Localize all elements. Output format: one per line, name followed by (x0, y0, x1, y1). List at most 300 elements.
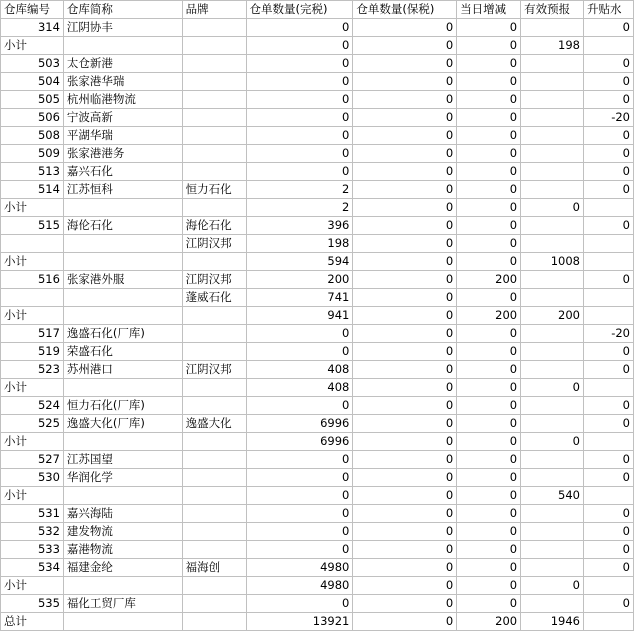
cell-brand[interactable] (182, 91, 246, 109)
cell-daily-change[interactable]: 0 (457, 181, 521, 199)
cell-brand[interactable] (182, 199, 246, 217)
cell-valid-forecast[interactable]: 1946 (521, 613, 584, 631)
cell-warehouse-name[interactable]: 苏州港口 (63, 361, 182, 379)
cell-brand[interactable] (182, 595, 246, 613)
cell-qty-duty-paid[interactable]: 741 (246, 289, 353, 307)
cell-qty-duty-paid[interactable]: 0 (246, 343, 353, 361)
cell-valid-forecast[interactable] (521, 451, 584, 469)
cell-daily-change[interactable]: 0 (457, 559, 521, 577)
cell-valid-forecast[interactable]: 200 (521, 307, 584, 325)
cell-brand[interactable] (182, 127, 246, 145)
table-row (1, 91, 634, 109)
col-header-premium-discount[interactable]: 升贴水 (584, 1, 634, 19)
cell-valid-forecast[interactable] (521, 145, 584, 163)
cell-valid-forecast[interactable] (521, 361, 584, 379)
cell-premium-discount[interactable]: 0 (584, 415, 634, 433)
cell-valid-forecast[interactable] (521, 505, 584, 523)
cell-daily-change[interactable]: 0 (457, 37, 521, 55)
cell-brand[interactable] (182, 343, 246, 361)
cell-daily-change[interactable]: 0 (457, 127, 521, 145)
cell-valid-forecast[interactable] (521, 127, 584, 145)
cell-brand[interactable]: 海伦石化 (182, 217, 246, 235)
cell-warehouse-id[interactable]: 509 (1, 145, 64, 163)
cell-warehouse-id[interactable]: 525 (1, 415, 64, 433)
cell-warehouse-id[interactable]: 503 (1, 55, 64, 73)
cell-daily-change[interactable]: 0 (457, 595, 521, 613)
cell-qty-bonded[interactable]: 0 (353, 19, 457, 37)
table-row (1, 199, 634, 217)
cell-daily-change[interactable]: 0 (457, 451, 521, 469)
table-row (1, 73, 634, 91)
cell-brand[interactable] (182, 253, 246, 271)
cell-premium-discount[interactable]: 0 (584, 19, 634, 37)
cell-warehouse-name[interactable]: 杭州临港物流 (63, 91, 182, 109)
cell-qty-duty-paid[interactable]: 0 (246, 469, 353, 487)
cell-warehouse-id[interactable]: 523 (1, 361, 64, 379)
cell-brand[interactable]: 逸盛大化 (182, 415, 246, 433)
cell-premium-discount[interactable]: 0 (584, 541, 634, 559)
cell-brand[interactable] (182, 613, 246, 631)
cell-premium-discount[interactable]: 0 (584, 127, 634, 145)
cell-daily-change[interactable]: 0 (457, 19, 521, 37)
cell-warehouse-name[interactable] (63, 235, 182, 253)
cell-qty-duty-paid[interactable]: 198 (246, 235, 353, 253)
cell-valid-forecast[interactable] (521, 217, 584, 235)
cell-warehouse-name[interactable]: 宁波高新 (63, 109, 182, 127)
cell-brand[interactable]: 蓬威石化 (182, 289, 246, 307)
cell-qty-duty-paid[interactable]: 0 (246, 127, 353, 145)
cell-qty-duty-paid[interactable]: 6996 (246, 415, 353, 433)
cell-qty-bonded[interactable]: 0 (353, 73, 457, 91)
cell-qty-bonded[interactable]: 0 (353, 505, 457, 523)
cell-valid-forecast[interactable] (521, 271, 584, 289)
cell-brand[interactable] (182, 325, 246, 343)
cell-daily-change[interactable]: 0 (457, 109, 521, 127)
cell-qty-duty-paid[interactable]: 408 (246, 361, 353, 379)
cell-qty-duty-paid[interactable]: 0 (246, 595, 353, 613)
cell-warehouse-id[interactable]: 516 (1, 271, 64, 289)
cell-daily-change[interactable]: 0 (457, 199, 521, 217)
cell-premium-discount[interactable]: 0 (584, 343, 634, 361)
cell-qty-duty-paid[interactable]: 6996 (246, 433, 353, 451)
cell-daily-change[interactable]: 0 (457, 433, 521, 451)
cell-daily-change[interactable]: 0 (457, 73, 521, 91)
cell-warehouse-id[interactable]: 小计 (1, 487, 64, 505)
cell-premium-discount[interactable]: 0 (584, 271, 634, 289)
cell-daily-change[interactable]: 0 (457, 55, 521, 73)
cell-warehouse-id[interactable]: 535 (1, 595, 64, 613)
cell-daily-change[interactable]: 0 (457, 343, 521, 361)
cell-warehouse-name[interactable] (63, 379, 182, 397)
cell-warehouse-name[interactable] (63, 613, 182, 631)
cell-brand[interactable] (182, 55, 246, 73)
cell-qty-bonded[interactable]: 0 (353, 217, 457, 235)
cell-premium-discount[interactable]: 0 (584, 217, 634, 235)
cell-valid-forecast[interactable]: 0 (521, 379, 584, 397)
cell-qty-bonded[interactable]: 0 (353, 415, 457, 433)
cell-qty-duty-paid[interactable]: 0 (246, 73, 353, 91)
cell-brand[interactable]: 福海创 (182, 559, 246, 577)
cell-daily-change[interactable]: 0 (457, 289, 521, 307)
cell-qty-bonded[interactable]: 0 (353, 55, 457, 73)
cell-warehouse-name[interactable]: 华润化学 (63, 469, 182, 487)
cell-warehouse-name[interactable]: 平湖华瑞 (63, 127, 182, 145)
cell-warehouse-id[interactable]: 小计 (1, 253, 64, 271)
cell-warehouse-id[interactable] (1, 235, 64, 253)
cell-warehouse-name[interactable] (63, 199, 182, 217)
cell-daily-change[interactable]: 0 (457, 505, 521, 523)
cell-qty-bonded[interactable]: 0 (353, 379, 457, 397)
cell-brand[interactable] (182, 73, 246, 91)
col-header-qty-duty-paid[interactable]: 仓单数量(完税) (246, 1, 353, 19)
cell-warehouse-id[interactable]: 505 (1, 91, 64, 109)
cell-premium-discount[interactable] (584, 379, 634, 397)
cell-premium-discount[interactable] (584, 37, 634, 55)
cell-warehouse-id[interactable]: 小计 (1, 37, 64, 55)
cell-daily-change[interactable]: 0 (457, 397, 521, 415)
cell-qty-bonded[interactable]: 0 (353, 523, 457, 541)
cell-warehouse-name[interactable]: 荣盛石化 (63, 343, 182, 361)
col-header-warehouse-id[interactable]: 仓库编号 (1, 1, 64, 19)
cell-brand[interactable] (182, 307, 246, 325)
cell-qty-duty-paid[interactable]: 594 (246, 253, 353, 271)
cell-brand[interactable]: 恒力石化 (182, 181, 246, 199)
cell-brand[interactable] (182, 163, 246, 181)
table-row (1, 415, 634, 433)
cell-qty-bonded[interactable]: 0 (353, 451, 457, 469)
cell-premium-discount[interactable]: 0 (584, 91, 634, 109)
cell-brand[interactable] (182, 487, 246, 505)
cell-warehouse-id[interactable]: 514 (1, 181, 64, 199)
col-header-brand[interactable]: 品牌 (182, 1, 246, 19)
cell-qty-duty-paid[interactable]: 0 (246, 541, 353, 559)
cell-warehouse-id[interactable]: 小计 (1, 307, 64, 325)
cell-warehouse-name[interactable] (63, 253, 182, 271)
cell-qty-duty-paid[interactable]: 4980 (246, 577, 353, 595)
cell-warehouse-id[interactable]: 534 (1, 559, 64, 577)
cell-qty-bonded[interactable]: 0 (353, 469, 457, 487)
cell-brand[interactable] (182, 37, 246, 55)
cell-valid-forecast[interactable] (521, 181, 584, 199)
cell-premium-discount[interactable]: 0 (584, 559, 634, 577)
table-body (1, 19, 634, 631)
cell-qty-duty-paid[interactable]: 0 (246, 19, 353, 37)
cell-qty-bonded[interactable]: 0 (353, 487, 457, 505)
cell-daily-change[interactable]: 200 (457, 307, 521, 325)
cell-premium-discount[interactable]: 0 (584, 397, 634, 415)
cell-qty-duty-paid[interactable]: 0 (246, 37, 353, 55)
cell-warehouse-name[interactable]: 福化工贸厂库 (63, 595, 182, 613)
cell-brand[interactable]: 江阴汉邦 (182, 361, 246, 379)
cell-qty-bonded[interactable]: 0 (353, 145, 457, 163)
cell-brand[interactable] (182, 19, 246, 37)
table-row (1, 577, 634, 595)
cell-premium-discount[interactable]: -20 (584, 325, 634, 343)
cell-qty-bonded[interactable]: 0 (353, 37, 457, 55)
table-row (1, 325, 634, 343)
cell-valid-forecast[interactable] (521, 415, 584, 433)
cell-valid-forecast[interactable] (521, 523, 584, 541)
cell-warehouse-name[interactable]: 福建金纶 (63, 559, 182, 577)
cell-qty-bonded[interactable]: 0 (353, 289, 457, 307)
table-row (1, 19, 634, 37)
cell-warehouse-name[interactable] (63, 37, 182, 55)
cell-premium-discount[interactable]: -20 (584, 109, 634, 127)
cell-warehouse-name[interactable] (63, 577, 182, 595)
cell-warehouse-id[interactable]: 517 (1, 325, 64, 343)
cell-warehouse-id[interactable]: 小计 (1, 379, 64, 397)
cell-qty-duty-paid[interactable]: 0 (246, 109, 353, 127)
table-row (1, 307, 634, 325)
cell-premium-discount[interactable] (584, 253, 634, 271)
table-row (1, 613, 634, 631)
table-row (1, 127, 634, 145)
cell-warehouse-id[interactable]: 532 (1, 523, 64, 541)
cell-premium-discount[interactable] (584, 577, 634, 595)
cell-warehouse-name[interactable] (63, 289, 182, 307)
cell-warehouse-id[interactable]: 总计 (1, 613, 64, 631)
cell-daily-change[interactable]: 0 (457, 325, 521, 343)
cell-qty-duty-paid[interactable]: 13921 (246, 613, 353, 631)
cell-qty-bonded[interactable]: 0 (353, 559, 457, 577)
cell-valid-forecast[interactable] (521, 397, 584, 415)
cell-warehouse-name[interactable]: 建发物流 (63, 523, 182, 541)
cell-brand[interactable] (182, 469, 246, 487)
cell-premium-discount[interactable]: 0 (584, 145, 634, 163)
cell-qty-duty-paid[interactable]: 0 (246, 451, 353, 469)
cell-warehouse-name[interactable]: 嘉港物流 (63, 541, 182, 559)
cell-valid-forecast[interactable]: 0 (521, 577, 584, 595)
cell-valid-forecast[interactable]: 198 (521, 37, 584, 55)
cell-brand[interactable] (182, 577, 246, 595)
cell-qty-bonded[interactable]: 0 (353, 613, 457, 631)
cell-qty-duty-paid[interactable]: 396 (246, 217, 353, 235)
cell-valid-forecast[interactable]: 1008 (521, 253, 584, 271)
cell-warehouse-id[interactable]: 524 (1, 397, 64, 415)
cell-premium-discount[interactable] (584, 199, 634, 217)
cell-valid-forecast[interactable] (521, 595, 584, 613)
cell-warehouse-id[interactable]: 527 (1, 451, 64, 469)
cell-brand[interactable] (182, 505, 246, 523)
cell-warehouse-name[interactable]: 海伦石化 (63, 217, 182, 235)
table-row (1, 469, 634, 487)
cell-warehouse-name[interactable]: 逸盛大化(厂库) (63, 415, 182, 433)
cell-premium-discount[interactable] (584, 235, 634, 253)
cell-warehouse-name[interactable] (63, 487, 182, 505)
cell-daily-change[interactable]: 0 (457, 163, 521, 181)
cell-qty-bonded[interactable]: 0 (353, 181, 457, 199)
cell-qty-bonded[interactable]: 0 (353, 199, 457, 217)
cell-qty-duty-paid[interactable]: 0 (246, 487, 353, 505)
cell-brand[interactable]: 江阴汉邦 (182, 235, 246, 253)
cell-valid-forecast[interactable] (521, 289, 584, 307)
cell-warehouse-name[interactable]: 江苏恒科 (63, 181, 182, 199)
col-header-warehouse-name[interactable]: 仓库简称 (63, 1, 182, 19)
cell-warehouse-name[interactable]: 张家港港务 (63, 145, 182, 163)
cell-premium-discount[interactable]: 0 (584, 361, 634, 379)
cell-warehouse-id[interactable]: 504 (1, 73, 64, 91)
cell-warehouse-name[interactable] (63, 433, 182, 451)
cell-valid-forecast[interactable] (521, 235, 584, 253)
cell-qty-duty-paid[interactable]: 0 (246, 91, 353, 109)
cell-qty-duty-paid[interactable]: 0 (246, 325, 353, 343)
cell-brand[interactable] (182, 397, 246, 415)
cell-premium-discount[interactable] (584, 307, 634, 325)
cell-brand[interactable] (182, 379, 246, 397)
cell-warehouse-id[interactable]: 519 (1, 343, 64, 361)
col-header-valid-forecast[interactable]: 有效预报 (521, 1, 584, 19)
cell-qty-duty-paid[interactable]: 4980 (246, 559, 353, 577)
cell-qty-duty-paid[interactable]: 408 (246, 379, 353, 397)
cell-qty-duty-paid[interactable]: 2 (246, 181, 353, 199)
cell-warehouse-id[interactable]: 530 (1, 469, 64, 487)
cell-valid-forecast[interactable] (521, 163, 584, 181)
cell-daily-change[interactable]: 0 (457, 541, 521, 559)
cell-qty-duty-paid[interactable]: 0 (246, 163, 353, 181)
cell-qty-bonded[interactable]: 0 (353, 541, 457, 559)
cell-daily-change[interactable]: 0 (457, 379, 521, 397)
cell-warehouse-id[interactable]: 314 (1, 19, 64, 37)
cell-qty-bonded[interactable]: 0 (353, 433, 457, 451)
cell-warehouse-id[interactable]: 506 (1, 109, 64, 127)
cell-brand[interactable] (182, 145, 246, 163)
cell-premium-discount[interactable]: 0 (584, 505, 634, 523)
header-row (1, 1, 634, 19)
cell-qty-duty-paid[interactable]: 0 (246, 505, 353, 523)
cell-daily-change[interactable]: 0 (457, 217, 521, 235)
cell-qty-bonded[interactable]: 0 (353, 595, 457, 613)
cell-daily-change[interactable]: 0 (457, 577, 521, 595)
cell-premium-discount[interactable]: 0 (584, 181, 634, 199)
table-row (1, 163, 634, 181)
cell-warehouse-id[interactable]: 508 (1, 127, 64, 145)
cell-valid-forecast[interactable] (521, 91, 584, 109)
cell-warehouse-name[interactable]: 嘉兴石化 (63, 163, 182, 181)
cell-daily-change[interactable]: 0 (457, 361, 521, 379)
cell-warehouse-id[interactable]: 小计 (1, 199, 64, 217)
cell-warehouse-id[interactable]: 小计 (1, 433, 64, 451)
cell-warehouse-name[interactable]: 恒力石化(厂库) (63, 397, 182, 415)
cell-valid-forecast[interactable] (521, 343, 584, 361)
cell-premium-discount[interactable]: 0 (584, 163, 634, 181)
cell-valid-forecast[interactable] (521, 541, 584, 559)
cell-valid-forecast[interactable]: 0 (521, 199, 584, 217)
cell-valid-forecast[interactable]: 540 (521, 487, 584, 505)
cell-premium-discount[interactable] (584, 433, 634, 451)
cell-warehouse-id[interactable]: 533 (1, 541, 64, 559)
cell-brand[interactable] (182, 451, 246, 469)
cell-premium-discount[interactable] (584, 289, 634, 307)
cell-premium-discount[interactable]: 0 (584, 469, 634, 487)
cell-warehouse-id[interactable]: 513 (1, 163, 64, 181)
cell-warehouse-name[interactable]: 江阴协丰 (63, 19, 182, 37)
cell-qty-bonded[interactable]: 0 (353, 397, 457, 415)
table-row (1, 37, 634, 55)
cell-valid-forecast[interactable] (521, 325, 584, 343)
cell-daily-change[interactable]: 0 (457, 487, 521, 505)
cell-premium-discount[interactable]: 0 (584, 595, 634, 613)
cell-qty-bonded[interactable]: 0 (353, 253, 457, 271)
cell-qty-bonded[interactable]: 0 (353, 307, 457, 325)
cell-warehouse-id[interactable]: 小计 (1, 577, 64, 595)
cell-daily-change[interactable]: 0 (457, 145, 521, 163)
cell-daily-change[interactable]: 0 (457, 415, 521, 433)
cell-daily-change[interactable]: 200 (457, 271, 521, 289)
cell-premium-discount[interactable] (584, 487, 634, 505)
cell-premium-discount[interactable] (584, 613, 634, 631)
cell-daily-change[interactable]: 0 (457, 253, 521, 271)
cell-premium-discount[interactable]: 0 (584, 523, 634, 541)
cell-qty-bonded[interactable]: 0 (353, 577, 457, 595)
table-row (1, 217, 634, 235)
cell-warehouse-name[interactable]: 江苏国望 (63, 451, 182, 469)
cell-daily-change[interactable]: 0 (457, 91, 521, 109)
cell-valid-forecast[interactable] (521, 109, 584, 127)
cell-brand[interactable]: 江阴汉邦 (182, 271, 246, 289)
cell-valid-forecast[interactable] (521, 19, 584, 37)
cell-valid-forecast[interactable] (521, 559, 584, 577)
cell-qty-bonded[interactable]: 0 (353, 91, 457, 109)
cell-daily-change[interactable]: 200 (457, 613, 521, 631)
cell-valid-forecast[interactable]: 0 (521, 433, 584, 451)
cell-qty-duty-paid[interactable]: 941 (246, 307, 353, 325)
cell-daily-change[interactable]: 0 (457, 235, 521, 253)
cell-daily-change[interactable]: 0 (457, 523, 521, 541)
table-row (1, 487, 634, 505)
cell-qty-bonded[interactable]: 0 (353, 343, 457, 361)
cell-qty-bonded[interactable]: 0 (353, 271, 457, 289)
cell-valid-forecast[interactable] (521, 55, 584, 73)
cell-brand[interactable] (182, 541, 246, 559)
cell-qty-duty-paid[interactable]: 0 (246, 145, 353, 163)
cell-premium-discount[interactable]: 0 (584, 55, 634, 73)
cell-qty-duty-paid[interactable]: 0 (246, 523, 353, 541)
cell-brand[interactable] (182, 523, 246, 541)
cell-qty-bonded[interactable]: 0 (353, 235, 457, 253)
cell-premium-discount[interactable]: 0 (584, 73, 634, 91)
cell-premium-discount[interactable]: 0 (584, 451, 634, 469)
cell-warehouse-name[interactable]: 张家港华瑞 (63, 73, 182, 91)
cell-warehouse-name[interactable]: 逸盛石化(厂库) (63, 325, 182, 343)
table-row (1, 595, 634, 613)
cell-warehouse-id[interactable]: 531 (1, 505, 64, 523)
cell-qty-duty-paid[interactable]: 200 (246, 271, 353, 289)
cell-qty-duty-paid[interactable]: 0 (246, 397, 353, 415)
table-row (1, 235, 634, 253)
cell-warehouse-id[interactable]: 515 (1, 217, 64, 235)
col-header-qty-bonded[interactable]: 仓单数量(保税) (353, 1, 457, 19)
cell-qty-bonded[interactable]: 0 (353, 163, 457, 181)
cell-brand[interactable] (182, 433, 246, 451)
cell-qty-bonded[interactable]: 0 (353, 109, 457, 127)
cell-daily-change[interactable]: 0 (457, 469, 521, 487)
col-header-daily-change[interactable]: 当日增减 (457, 1, 521, 19)
table-row (1, 253, 634, 271)
cell-warehouse-name[interactable]: 张家港外服 (63, 271, 182, 289)
cell-warehouse-name[interactable] (63, 307, 182, 325)
cell-valid-forecast[interactable] (521, 73, 584, 91)
cell-brand[interactable] (182, 109, 246, 127)
cell-warehouse-name[interactable]: 嘉兴海陆 (63, 505, 182, 523)
cell-warehouse-id[interactable] (1, 289, 64, 307)
cell-valid-forecast[interactable] (521, 469, 584, 487)
cell-qty-bonded[interactable]: 0 (353, 127, 457, 145)
cell-qty-duty-paid[interactable]: 2 (246, 199, 353, 217)
cell-warehouse-name[interactable]: 太仓新港 (63, 55, 182, 73)
cell-qty-duty-paid[interactable]: 0 (246, 55, 353, 73)
cell-qty-bonded[interactable]: 0 (353, 361, 457, 379)
cell-qty-bonded[interactable]: 0 (353, 325, 457, 343)
